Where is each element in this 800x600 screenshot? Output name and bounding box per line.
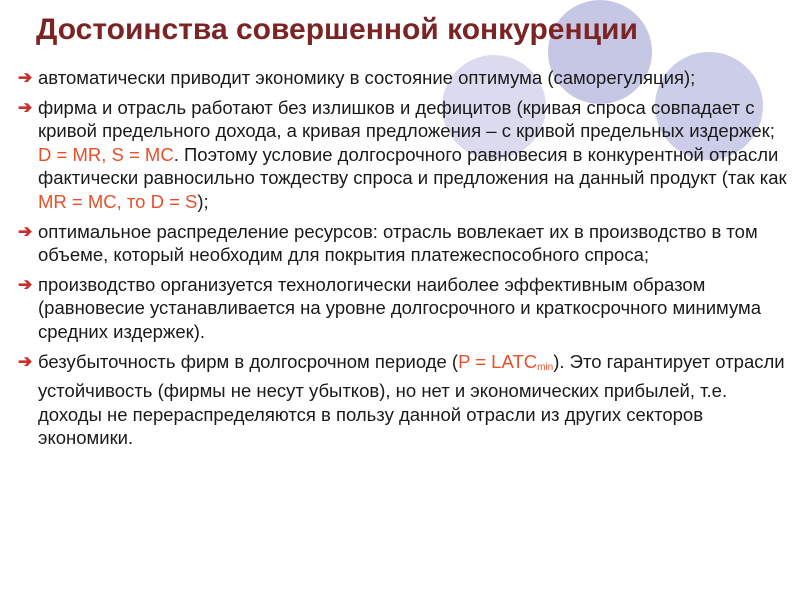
list-item bbox=[6, 220, 792, 267]
right-arrow-icon: ➔ bbox=[18, 97, 33, 117]
bullet-list bbox=[6, 66, 792, 456]
list-item bbox=[6, 350, 792, 450]
right-arrow-icon: ➔ bbox=[18, 274, 33, 294]
right-arrow-icon: ➔ bbox=[18, 221, 33, 241]
slide-title: Достоинства совершенной конкуренции bbox=[36, 13, 638, 46]
formula-subscript: min bbox=[537, 361, 554, 373]
bullet-text: безубыточность фирм в долгосрочном периоде ( bbox=[38, 350, 459, 372]
bullet-text: оптимальное распределение ресурсов: отрасль вовлекает их в производство в том объеме, который необходим для покрытия платежеспособного спроса; bbox=[38, 220, 758, 266]
right-arrow-icon: ➔ bbox=[18, 351, 33, 371]
formula-highlight: MR = MC, то D = S bbox=[38, 190, 198, 212]
list-item bbox=[6, 66, 792, 90]
bullet-text: . Поэтому условие долгосрочного равновесия в конкурентной отрасли фактически равносильно тождеству спроса и предложения на данный продукт (так как bbox=[38, 143, 787, 189]
formula-highlight: D = MR, S = MC bbox=[38, 143, 174, 165]
formula-highlight bbox=[458, 351, 553, 372]
right-arrow-icon: ➔ bbox=[18, 68, 33, 87]
bullet-text: автоматически приводит экономику в состояние оптимума (саморегуляция); bbox=[38, 67, 696, 88]
list-item bbox=[6, 273, 792, 344]
bullet-text: производство организуется технологически наиболее эффективным образом (равновесие устанавливается на уровне долгосрочного и краткосрочного минимума средних издержек). bbox=[38, 273, 762, 342]
bullet-text: фирма и отрасль работают без излишков и дефицитов (кривая спроса совпадает с кривой предельного дохода, а кривая предложения – с кривой предельных издержек; bbox=[38, 96, 775, 142]
list-item bbox=[6, 96, 792, 214]
formula-text: P = LATC bbox=[458, 350, 538, 372]
bullet-text: ); bbox=[197, 190, 209, 212]
bullet-text: ). Это гарантирует отрасли устойчивость (фирмы не несут убытков), но нет и экономических прибылей, т.е. доходы не перераспределяются в пользу данной отрасли из других секторов экономики. bbox=[38, 350, 785, 449]
